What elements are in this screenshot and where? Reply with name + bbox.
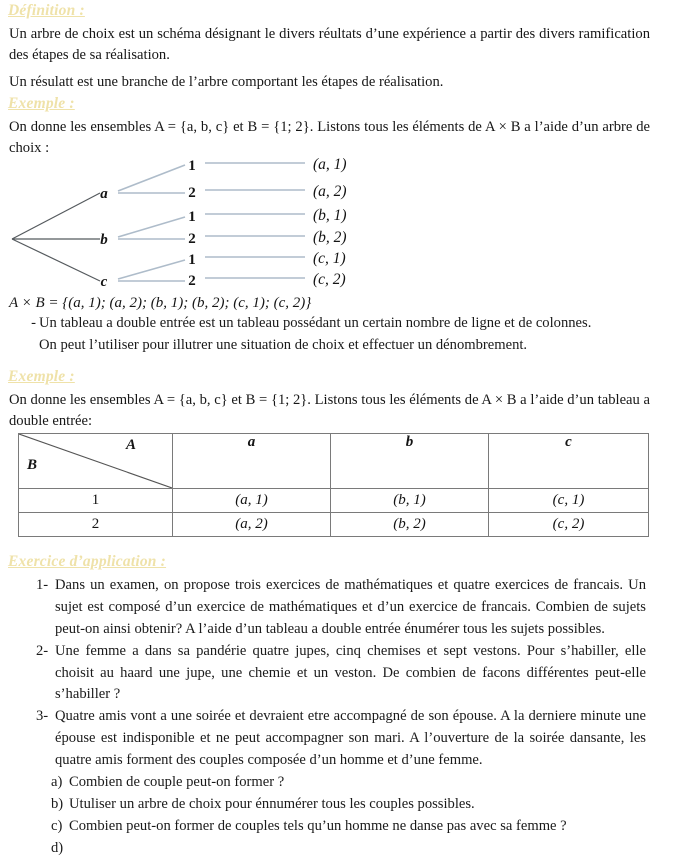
diagonal-divider-icon	[19, 434, 172, 488]
table-corner-cell	[19, 434, 173, 489]
tree-leaf-number: 1	[188, 158, 196, 174]
example-tree-heading: Exemple :	[8, 95, 75, 112]
exercise-text: Une femme a dans sa pandérie quatre jupes, cinq chemises et sept vestons. Pour s’habiller, elle choisit au haard une jupe, une chemie et un veston. De combien de facons différentes peut-elle s’habiller ?	[55, 642, 646, 703]
exercise-item	[9, 706, 650, 772]
table-row-header: 2	[19, 513, 173, 537]
exercise-item	[9, 641, 650, 707]
tree-pair-label: (a, 1)	[313, 156, 347, 173]
tree-pair-label: (b, 2)	[313, 229, 347, 246]
example-table-heading: Exemple :	[8, 368, 75, 385]
tree-pair-label: (b, 1)	[313, 207, 347, 224]
tree-pair-connectors	[205, 163, 305, 278]
exercise-sub-text	[69, 838, 650, 860]
exercise-sub-item	[9, 772, 650, 794]
table-cell: (c, 1)	[489, 489, 649, 513]
tree-leaf-number: 1	[188, 209, 196, 225]
table-cell: (b, 2)	[331, 513, 489, 537]
tree-level2-branches	[118, 165, 185, 281]
table-row	[19, 489, 649, 513]
table-cell: (c, 2)	[489, 513, 649, 537]
table-row-header: 1	[19, 489, 173, 513]
tree-node-b: b	[100, 232, 108, 248]
example-table-intro: On donne les ensembles A = {a, b, c} et B = {1; 2}. Listons tous les éléments de A × B a l’aide d’un tableau a double entrée:	[9, 392, 650, 430]
tree-node-c: c	[100, 274, 108, 290]
example-tree-intro: On donne les ensembles A = {a, b, c} et B = {1; 2}. Listons tous les éléments de A × B a l’aide d’un arbre de choix :	[9, 119, 650, 157]
exercise-marker: 3-	[36, 708, 49, 725]
definition-heading: Définition :	[8, 2, 85, 19]
table-cell: (b, 1)	[331, 489, 489, 513]
table-cell: (a, 1)	[173, 489, 331, 513]
exercises-heading: Exercice d’application :	[8, 553, 167, 570]
bullet-note-line-2: On peut l’utiliser pour illutrer une situation de choix et effectuer un dénombrement.	[39, 336, 528, 353]
tree-node-a: a	[100, 186, 108, 202]
bullet-marker: -	[31, 315, 36, 331]
exercise-item	[9, 575, 650, 641]
choice-tree-diagram	[0, 155, 420, 295]
exercise-sub-marker: a)	[51, 774, 63, 791]
table-header-row	[19, 434, 649, 489]
table-row	[19, 513, 649, 537]
table-corner-label-a: A	[125, 437, 136, 453]
definition-paragraph-1: Un arbre de choix est un schéma désignant le divers réultats d’une expérience a partir des divers ramification des étapes de sa réalisation.	[9, 26, 650, 64]
table-corner-label-b: B	[27, 457, 38, 473]
tree-pair-label: (c, 1)	[313, 250, 346, 267]
cartesian-product-expression: A × B = {(a, 1); (a, 2); (b, 1); (b, 2); (c, 1); (c, 2)}	[9, 295, 312, 311]
exercise-sub-item	[9, 838, 650, 860]
tree-pair-label: (c, 2)	[313, 271, 346, 288]
double-entry-table-wrapper	[18, 433, 648, 537]
exercise-marker: 1-	[36, 577, 49, 593]
tree-leaf-number: 1	[188, 252, 196, 268]
table-column-header: b	[331, 434, 489, 489]
tree-leaf-number: 2	[188, 231, 196, 247]
double-entry-table	[18, 433, 649, 537]
exercise-text: Dans un examen, on propose trois exercices de mathématiques et quatre exercices de francais. Un sujet est composé d’un exercice de mathématiques et d’un exercice de francais. Combien de sujets peut-on ainsi obtenir? A l’aide d’un tableau a double entrée énumérer tous les sujets possibles.	[55, 577, 646, 637]
tree-pair-label: (a, 2)	[313, 183, 347, 200]
definition-paragraph-2: Un résulatt est une branche de l’arbre comportant les étapes de réalisation.	[9, 74, 444, 90]
exercise-sub-item	[9, 794, 650, 816]
exercises-list	[9, 575, 650, 860]
exercise-sub-marker: c)	[51, 817, 63, 834]
table-definition-note	[9, 313, 650, 357]
exercise-sub-text: Utuliser un arbre de choix pour énnumérer tous les couples possibles.	[69, 795, 475, 812]
tree-leaf-number: 2	[188, 273, 196, 289]
table-column-header: a	[173, 434, 331, 489]
table-column-header: c	[489, 434, 649, 489]
exercise-sub-marker: d)	[51, 839, 64, 856]
bullet-spacer	[9, 335, 39, 357]
exercise-sub-item	[9, 816, 650, 838]
tree-leaf-number: 2	[188, 185, 196, 201]
exercise-marker: 2-	[36, 642, 49, 659]
exercise-sub-marker: b)	[51, 795, 64, 812]
exercise-text: Quatre amis vont a une soirée et devraient etre accompagné de son épouse. A la derniere minute une épouse est indisponible et ne peut accompagner son mari. A l’ouverture de la soirée dansante, les quatre amis forment des couples composée d’un homme et d’une femme.	[55, 708, 646, 769]
exercise-sub-text: Combien peut-on former de couples tels qu’un homme ne danse pas avec sa femme ?	[69, 817, 567, 834]
bullet-note-line-1: Un tableau a double entrée est un tableau possédant un certain nombre de ligne et de colonnes.	[39, 315, 592, 331]
exercise-sub-text: Combien de couple peut-on former ?	[69, 774, 285, 791]
table-cell: (a, 2)	[173, 513, 331, 537]
tree-level1-branches	[12, 193, 100, 281]
